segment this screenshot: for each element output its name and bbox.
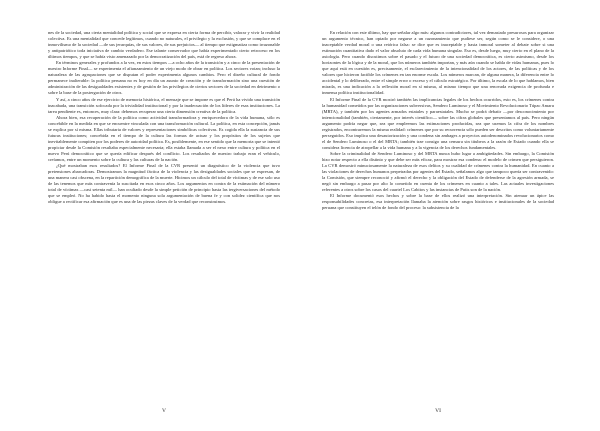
right-page — [322, 30, 554, 415]
left-page — [48, 30, 280, 415]
paragraph: Sobre la criminalidad de Sendero Luminoso y del MRTA nunca hubo lugar a ambigüedades. Sin embargo, la Comisión hizo notar respecto a ella distinto y que debe ser más eficaz, para mostrar esa condena: el modelo de crimen que persiguieron. La CVR demostró minuciosamente la naturaleza de esos delitos y su cualidad de crímenes contra la humanidad. En cuanto a las violaciones de derechos humanos perpetradas por agentes del Estado, señalamos algo que tampoco quería ser contravenido: la Comisión, que siempre reconoció y afirmó el derecho y la obligación del Estado de defenderse de la agresión armada, se negó sin embargo a pasar por alto lo cometido en cuenta de los crímenes en cuanto a tales. Las actuales investigaciones referentes a otros sobre los casos del cuartel Los Cabitos y las instancias de Putis son de la nación. — [322, 150, 554, 193]
paragraph: El Informe Final de la CVR mostró también las implicancias legales de los hechos ocurridos, esto es, los crímenes contra la humanidad cometidos por las organizaciones subversivas, Sendero Luminoso y el Movimiento Revolucionario Túpac Amaru (MRTA), y también por los agentes armados estatales y paraestatales. Mucho se podrá debatir —por desconocimiento por intencionalidad (también, ciertamente, por interés científico— sobre las cifras globales que presentamos al país. Pero ningún argumento podría negar que, sea que empleemos las estimaciones producidas, sea que usemos la cifra de los nombres registrados, encontraremos la misma realidad: crímenes que por su recurrencia sólo pueden ser descritos como voluntariamente perseguidos. Eso implica una desautorización y una condena sin ambages a proyectos autodenominados revolucionarios como el de Sendero Luminoso o el del MRTA; también trae consigo una censura sin titubeos a la razón de Estado cuando ella se considera licencia de atropellar a la vida humana y a la vigencia de los derechos fundamentales. — [322, 96, 554, 150]
paragraph: Y así, a cinco años de ese ejercicio de memoria histórica, el mensaje que se impone es que el Perú ha vivido una transición inacabada, una transición sofocada por la trivialidad institucional y por la inadecuación de los líderes de esas instituciones. La tarea pendiente es, entonces, muy clara: debemos recuperar una cierta dimensión creativa de la política. — [48, 96, 280, 114]
paragraph: nes de la sociedad, una cierta mentalidad política y social que se expresa en cierta forma de percibir, valorar y vivir la realidad colectiva. Es una mentalidad que concede legítimos, cuando no naturales, el privilegio y la exclusión, y que se complace en el inmovilismo de la sociedad —de sus jerarquías, de sus valores, de sus prejuicios— al tiempo que estigmatiza como irrazonable y antipatriótico toda iniciativa de cambio verdadero. Ese talante conservador que había experimentado cierto retroceso en los últimos tiempos, y que se había visto amenazado por la democratización del país, está de regreso ahora. — [48, 30, 280, 60]
paragraph: Ahora bien, esa recuperación de la política como actividad transformadora y enriquecedora de la vida humana, sólo es concebible en la medida en que se encuentre vinculada con una transformación cultural. La política, en esta concepción, jamás se explica por sí misma. Ellas tributaria de valores y representaciones simbólicas colectivas. Es cogida ella la sustancia de sus futuras instituciones; concebida en el tiempo de la cultura las formas de actuar y los propósitos de los sujetos que inevitablemente compiten por los poderes de autoridad política. Es, posiblemente, en ese sentido que la memoria que se intentó propiciar desde la Comisión resultaba especialmente necesaria; ella estaba llamada a ser el nexo entre cultura y política en el nuevo Perú democrático que se quería edificar después del conflicto. Los resultados de nuestro trabajo eran el vehículo, creíamos, entre un momento sobre la cultura y las culturas de la nación. — [48, 114, 280, 162]
paragraph: El Informe documentó esos hechos y sobre la base de ellos realizó una interpretación. Sin atenuar un ápice las responsabilidades concretas, esa interpretación llamaba la atención sobre rasgos históricos e institucionales de la sociedad peruana que constituyen el telón de fondo del proceso: la subsistencia de la — [322, 193, 554, 211]
page-number: VI — [435, 408, 441, 414]
paragraph: En términos generales y profundos a la vez, en estos tiempos —a ocho años de la transición y a cinco de la presentación de nuestro Informe Final— se experimenta el afianzamiento de un viejo modo de obrar en política. Los sectores votan; incluso la naturaleza de las agrupaciones que se disputan el poder experimenta algunos cambios. Pero el diseño cultural de fondo permanece inalterable: la política peruana no es hoy en día un asunto de creación y de transformación sino una cuestión de administración de las desigualdades existentes y de gestión de los privilegios de ciertos sectores de la sociedad en detrimento o sobre la base de la postergación de otros. — [48, 60, 280, 96]
paragraph: En relación con este último, hay que señalar algo más: algunos contradictores, tal vez demasiado presurosos para organizar un argumento técnico, han optado por negarse a un razonamiento que pudiese ser, según como se le considere, o una inaceptable verdad moral o una retórica falsa: se dice que es inaceptable y hasta inmoral someter al debate sobre si una estimación cuantitativa dado el valor absoluto de cada vida humana singular. Eso es, desde luego, muy cierto en el plano de la axiología. Pero cuando discutimos sobre el pasado y el futuro de una sociedad democrática, es cierto asimismo, desde los horizontes de la lógica y de la moral, que los números también importan, y más aún cuando se habla de vidas humanas, pues lo que aquí está en cuestión es, precisamente, el esclarecimiento de la intencionalidad de los actores, de las políticas y de los valores que hicieron factible los crímenes en tan enorme escala. Los números marcan, de alguna manera, la diferencia entre lo accidental y lo deliberado, entre el simple error o exceso y el cálculo estratégico. Por último, la escala de lo que hablamos, bien mirada, es una indicación a la reflexión moral en sí misma, al mismo tiempo que una renovada exigencia de profunda e inmensa política institucionalidad. — [322, 30, 554, 96]
page-number: V — [162, 408, 166, 414]
right-page-text — [322, 30, 554, 396]
paragraph: ¿Qué mostraban esos resultados? El Informe Final de la CVR presentó un diagnóstico de la violencia que tuvo pretensiones abarcadoras. Demostramos la magnitud fáctica de la violencia y las desigualdades sociales que se expresan, de una manera casi obscena, en la repartición demográfica de la muerte. Hicimos un cálculo del total de víctimas y de ese solo uso de las tenemos que más contravenía la suscitada en esos cinco años. Los argumentos en contra de la estimación del número total de víctimas —casi setenta mil— han ocultado desde la simple petición de principio hasta las tergiversaciones del método que se empleó. No ha habido hasta el momento ninguna sola argumentación de buena fe y con solidez científica que nos obligue a rectificar esa afirmación que es una de las piezas claves de la verdad que reconstruimos. — [48, 163, 280, 205]
left-page-text — [48, 30, 280, 396]
